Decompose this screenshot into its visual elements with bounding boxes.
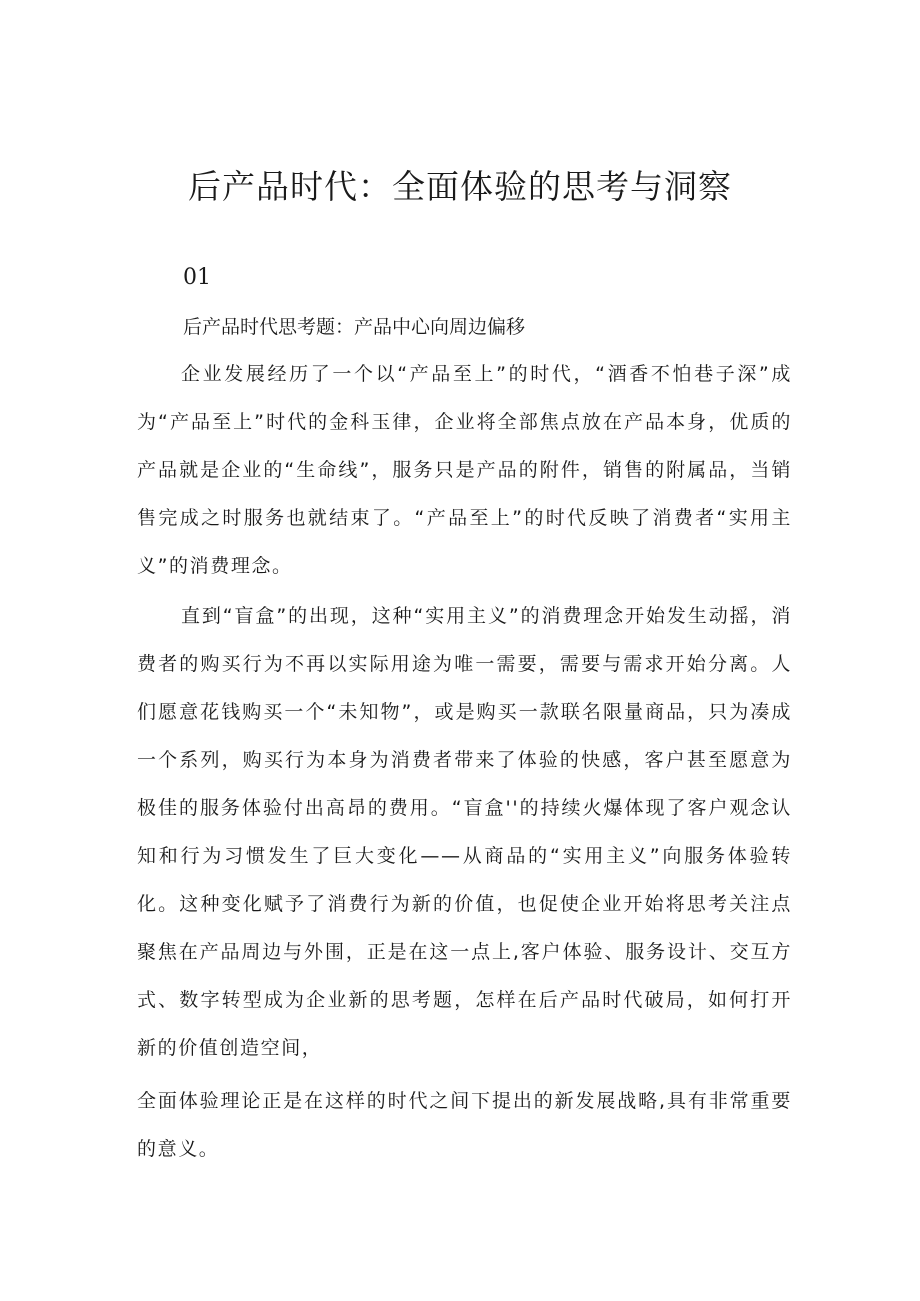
body-paragraph: 企业发展经历了一个以“产品至上”的时代，“酒香不怕巷子深”成为“产品至上”时代的金科玉律，企业将全部焦点放在产品本身，优质的产品就是企业的“生命线”，服务只是产品的附件，销售的附属品，当销售完成之时服务也就结束了。“产品至上”的时代反映了消费者“实用主义”的消费理念。 [137,363,792,577]
section-subheading: 后产品时代思考题：产品中心向周边偏移 [183,316,526,338]
body-paragraph: 全面体验理论正是在这样的时代之间下提出的新发展战略,具有非常重要的意义。 [137,1090,792,1160]
section-number: 01 [183,265,211,290]
document-title: 后产品时代：全面体验的思考与洞察 [188,167,732,206]
body-paragraph: 直到“盲盒”的出现，这种“实用主义”的消费理念开始发生动摇，消费者的购买行为不再以实际用途为唯一需要，需要与需求开始分离。人们愿意花钱购买一个“未知物”，或是购买一款联名限量商品，只为凑成一个系列，购买行为本身为消费者带来了体验的快感，客户甚至愿意为极佳的服务体验付出高昂的费用。“盲盒''的持续火爆体现了客户观念认知和行为习惯发生了巨大变化——从商品的“实用主义”向服务体验转化。这种变化赋予了消费行为新的价值，也促使企业开始将思考关注点聚焦在产品周边与外围，正是在这一点上,客户体验、服务设计、交互方式、数字转型成为企业新的思考题，怎样在后产品时代破局，如何打开新的价值创造空间， [137,605,792,1059]
